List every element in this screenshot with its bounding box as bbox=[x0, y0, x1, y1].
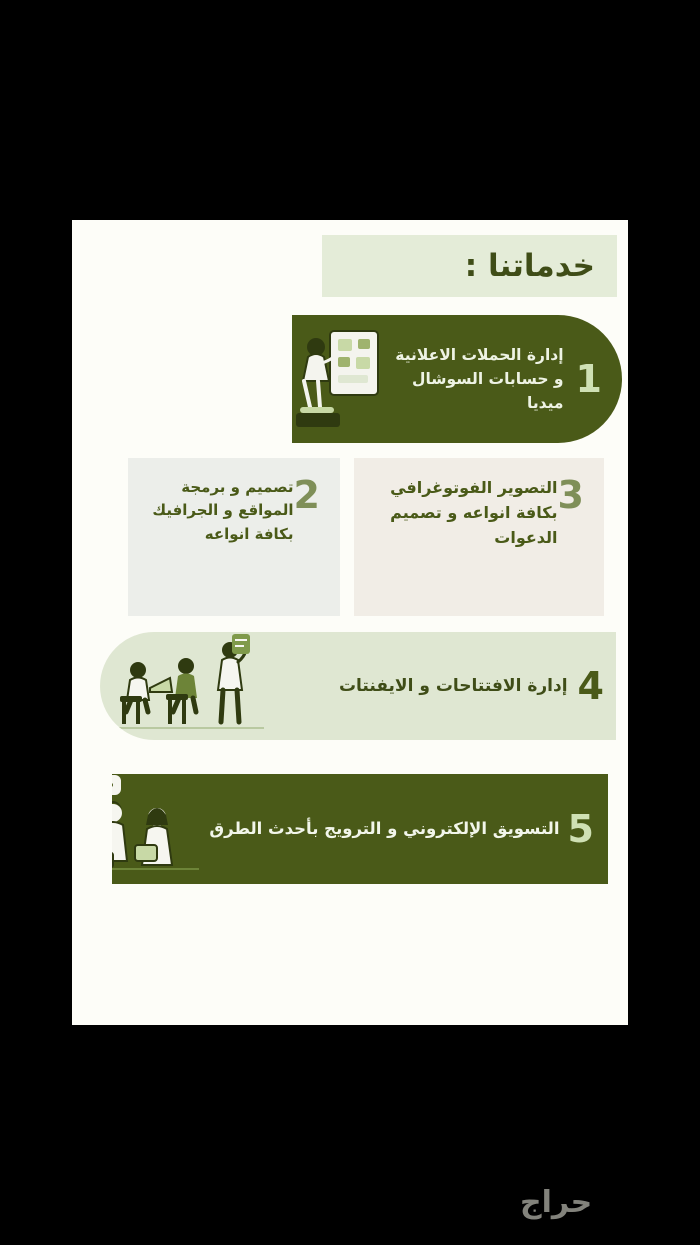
service-text-3: التصوير الفوتوغرافي بكافة انواعه و تصميم الدعوات bbox=[390, 478, 558, 547]
two-people-chat-illustration bbox=[112, 774, 209, 884]
service-item-5[interactable] bbox=[112, 774, 608, 884]
service-number-2: 2 bbox=[293, 473, 320, 517]
poster-card bbox=[72, 220, 628, 1025]
service-number-3: 3 bbox=[557, 473, 584, 517]
watermark: حراج bbox=[520, 1185, 593, 1220]
service-item-3[interactable] bbox=[354, 458, 604, 616]
page-title: خدماتنا : bbox=[464, 248, 595, 284]
service-text-2: تصميم و برمجة المواقع و الجرافيك بكافة انواعه bbox=[152, 478, 294, 543]
service-text-1: إدارة الحملات الاعلانية و حسابات السوشال ميديا bbox=[395, 345, 564, 412]
people-event-illustration bbox=[100, 632, 270, 740]
person-presenting-board-illustration bbox=[292, 321, 384, 437]
service-item-2[interactable] bbox=[128, 458, 340, 616]
service-number-1: 1 bbox=[575, 357, 602, 401]
service-item-1[interactable] bbox=[292, 315, 622, 443]
service-item-4[interactable] bbox=[100, 632, 616, 740]
service-number-5: 5 bbox=[567, 807, 594, 851]
service-text-5: التسويق الإلكتروني و الترويج بأحدث الطرق bbox=[209, 819, 560, 839]
service-number-4: 4 bbox=[577, 664, 604, 708]
header-band bbox=[322, 235, 617, 297]
service-text-4: إدارة الافتتاحات و الايفنتات bbox=[338, 675, 568, 696]
